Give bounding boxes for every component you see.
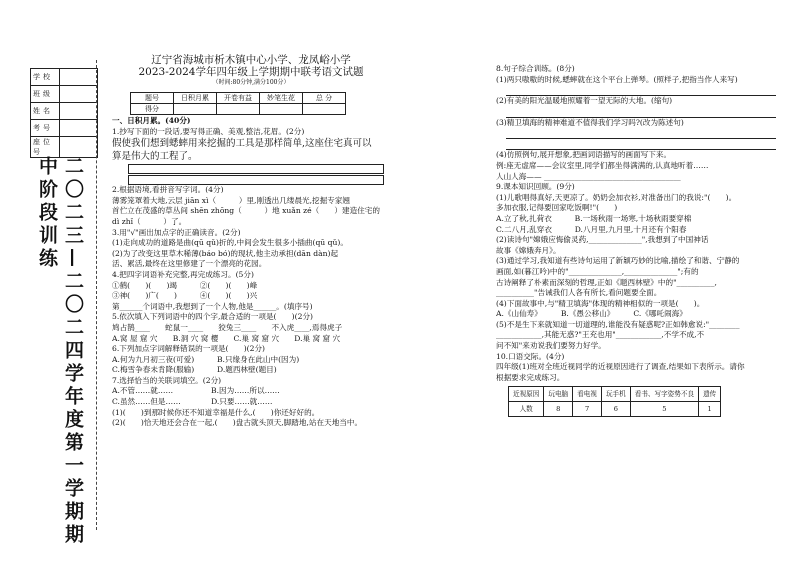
question-line: ①鹤( )( )竭 ②( )( )峰	[112, 280, 258, 290]
score-header: 妙笔生花	[260, 93, 303, 104]
answer-line	[506, 107, 776, 118]
exam-title: 2023-2024学年四年级上学期期中联考语文试题	[138, 66, 364, 78]
question-line: 3.用"√"画出加点字的正确读音。(2分)	[112, 227, 241, 237]
answer-line	[506, 128, 776, 139]
question-line: 一、日积月累。(40分)	[112, 116, 191, 125]
info-label: 姓名	[31, 103, 60, 120]
question-line: (2)读诗句"嫦娥应悔偷灵药,______________",我想到了中国神话	[496, 235, 709, 245]
info-label: 学校	[31, 69, 60, 86]
score-cell	[174, 104, 217, 115]
question-line: 5.依次填入下列词语中的四个字,最合适的一项是( )(2分)	[112, 312, 313, 322]
question-line: 多加衣服,记得要回家吃饭啊!"( )	[496, 203, 618, 213]
question-line: 1.抄写下面的一段话,要写得正确、美观,整洁,花眉。(2分)	[112, 126, 305, 136]
answer-line	[506, 139, 776, 150]
question-line: A.不管……就…… B.因为……所以……	[112, 386, 280, 396]
question-line: 6.下列加点字词解释错误的一项是( )(2分)	[112, 344, 266, 354]
survey-table	[508, 386, 721, 417]
answer-line	[506, 85, 776, 96]
survey-header: 遗传	[699, 387, 721, 402]
info-field	[60, 120, 98, 137]
binding-dash-line	[96, 60, 97, 530]
question-line: (1)走向成功的道路是曲(qū qǔ)折的,中间会发生很多小插曲(qū qǔ)。	[112, 238, 348, 248]
question-line: 四年级(1)班对全班近视同学的近视原因进行了调查,结果如下表所示。请你	[496, 362, 745, 372]
survey-value: 7	[573, 402, 602, 417]
question-line: 故事《嫦娥奔月》。	[496, 245, 561, 255]
question-line: A.窝 屋 窟 穴 B.洞 穴 窝 樱 C.巢 窝 窟 穴 D.巢 窝 窟 穴	[112, 333, 341, 343]
question-line: (1)两只嗷嗷的时候,蟋蟀就在这个平台上弹琴。(照样子,把指当作人来写)	[496, 74, 738, 84]
question-line: A.《山仙寿》 B.《愚公移山》 C.《哪吒闹海》	[496, 309, 687, 319]
score-header: 总 分	[303, 93, 346, 104]
question-line: 活、累活,最终在这里修建了一个漂亮的花园。	[112, 259, 267, 269]
survey-header: 玩电脑	[544, 387, 573, 402]
info-field	[60, 103, 98, 120]
score-table	[130, 92, 346, 115]
info-field	[60, 137, 98, 158]
info-label: 班级	[31, 86, 60, 103]
score-header: 题号	[131, 93, 174, 104]
question-line: 画面,如(暮江吟)中的"______________,______________";有的	[496, 266, 699, 276]
survey-header-row	[509, 387, 721, 402]
question-line: 10.口语交际。(4分)	[496, 351, 565, 361]
question-line: __________"告诫我们人各有所长,看问题要全面。	[496, 288, 662, 298]
question-line: (4)仿照例句,展开想象,把画词语描写的画面写下来。	[496, 150, 672, 160]
score-header: 日积月累	[174, 93, 217, 104]
question-line: (1)( )到那时候你还不知道幸福是什么,( )你还好好的。	[112, 407, 320, 417]
question-line: 7.选择恰当的关联词填空。(2分)	[112, 375, 222, 385]
question-line: 4.把四字词语补充完整,再完成练习。(5分)	[112, 269, 254, 279]
survey-header: 看书、写字姿势不良	[630, 387, 698, 402]
question-line: 2.根据语境,看拼音写字词。(4分)	[112, 185, 224, 195]
question-line: 假使我们想到蟋蟀用来挖掘的工具是那样简单,这座住宅真可以	[112, 138, 372, 150]
info-row	[31, 137, 98, 158]
score-header: 开卷有益	[217, 93, 260, 104]
question-line: 首伫立在茂盛的草丛间 shēn zhōng（ ）地 xuǎn zé（ ）建造住宅的	[112, 206, 380, 216]
question-line: (5)不是生下来就知道一切道理的,谁能没有疑惑呢?正如韩愈说:"________	[496, 319, 740, 329]
survey-header: 看电视	[573, 387, 602, 402]
question-line: (3)通过学习,我知道有些诗句运用了新颖巧妙的比喻,描绘了和谐、宁静的	[496, 256, 740, 266]
question-line: 问不知"来劝说我们要努力好学。	[496, 341, 606, 351]
score-cell	[217, 104, 260, 115]
question-line: A.立了秋,扎荷衣 B.一场秋雨一场寒,十场秋雨要穿棉	[496, 213, 692, 223]
question-line: C.虽然……但是…… D.只要……就……	[112, 397, 273, 407]
question-line: 第______个词语中,我想到了一个人物,他是______。(填序号)	[112, 301, 313, 311]
question-line: 算是伟大的工程了。	[112, 151, 198, 163]
info-field	[60, 86, 98, 103]
info-label: 考号	[31, 120, 60, 137]
exam-time-note: （时间:80分钟,满分100分）	[212, 79, 290, 86]
info-row	[31, 103, 98, 120]
info-row	[31, 86, 98, 103]
survey-value: 1	[699, 402, 721, 417]
survey-value: 6	[601, 402, 630, 417]
student-info-table	[30, 68, 98, 158]
question-line: (2)为了改变这里草木稀薄(báo bó)的现状,他主动承担(dān dàn)起	[112, 248, 339, 258]
question-line: 鸠占鹊____ 蛇鼠一____ 狡兔三____ 不入虎____,焉得虎子	[112, 322, 343, 332]
survey-value: 8	[544, 402, 573, 417]
question-line: (4)下面故事中,与"精卫填海"体现的精神相似的一项是( )。	[496, 298, 705, 308]
question-line: (2)有美的阳光温暖地照耀着一望无际的大地。(缩句)	[496, 96, 673, 106]
question-line: ③神( )广( ) ④( )( )兴	[112, 291, 258, 301]
question-line: 人山人海—— ____________________________________	[496, 171, 681, 181]
question-line: 古诗阐释了朴素而深刻的哲理,正如《题西林壁》中的"__________,	[496, 277, 717, 287]
vertical-title: 二〇二三—二〇二四学年度第一学期期中阶段训练	[36, 156, 84, 547]
info-label: 座位号	[31, 137, 60, 158]
question-line: dì zhǐ（ ）了。	[112, 216, 187, 226]
question-line: A.何为九月初三夜(可爱) B.只缘身在此山中(因为)	[112, 354, 300, 364]
question-line: 8.句子综合训练。(8分)	[496, 64, 575, 73]
question-line: (2)( )恰天地还会合在一起,( )盘古就头顶天,脚踏地,站在天地当中。	[112, 418, 363, 428]
info-field	[60, 69, 98, 86]
survey-header: 玩手机	[601, 387, 630, 402]
question-line: 根据要求完成练习。	[496, 372, 565, 382]
right-column	[496, 64, 776, 417]
survey-header: 近视原因	[509, 387, 544, 402]
score-cell	[303, 104, 346, 115]
question-line: 9.课本知识回顾。(9分)	[496, 182, 575, 192]
info-row	[31, 120, 98, 137]
survey-value: 5	[630, 402, 698, 417]
question-line: (1)儿歌唱得真好,天更凉了。奶奶会加衣衫,对准备出门的我说:"( )。	[496, 192, 737, 202]
survey-value-row	[509, 402, 721, 417]
school-title: 辽宁省海城市析木镇中心小学、龙凤峪小学	[151, 54, 351, 66]
question-line: 薄雾笼罩着大地,云层 jiān xì（ ）里,刚透出几缕晨光,挖掘专家翘	[112, 195, 351, 205]
score-cell	[260, 104, 303, 115]
question-line: ____________,其能无惑?"王充也用"____________,不学不成,不	[496, 330, 705, 340]
score-row-label: 得分	[131, 104, 174, 115]
info-row	[31, 69, 98, 86]
left-column	[112, 116, 390, 429]
writing-box	[128, 164, 384, 174]
writing-box	[128, 175, 384, 185]
survey-row-label: 人数	[509, 402, 544, 417]
question-line: C.二八月,乱穿衣 D.八月里,九月里,十月还有个阳春	[496, 224, 687, 234]
question-line: C.梅雪争春未肯降(服输) D.题西林壁(题目)	[112, 365, 277, 375]
question-line: (3)精卫填海的精神难道不值得我们学习吗?(改为陈述句)	[496, 117, 684, 127]
question-line: 例:座无虚席——会议室里,同学们都坐得满满的,认真地听着……	[496, 160, 709, 170]
